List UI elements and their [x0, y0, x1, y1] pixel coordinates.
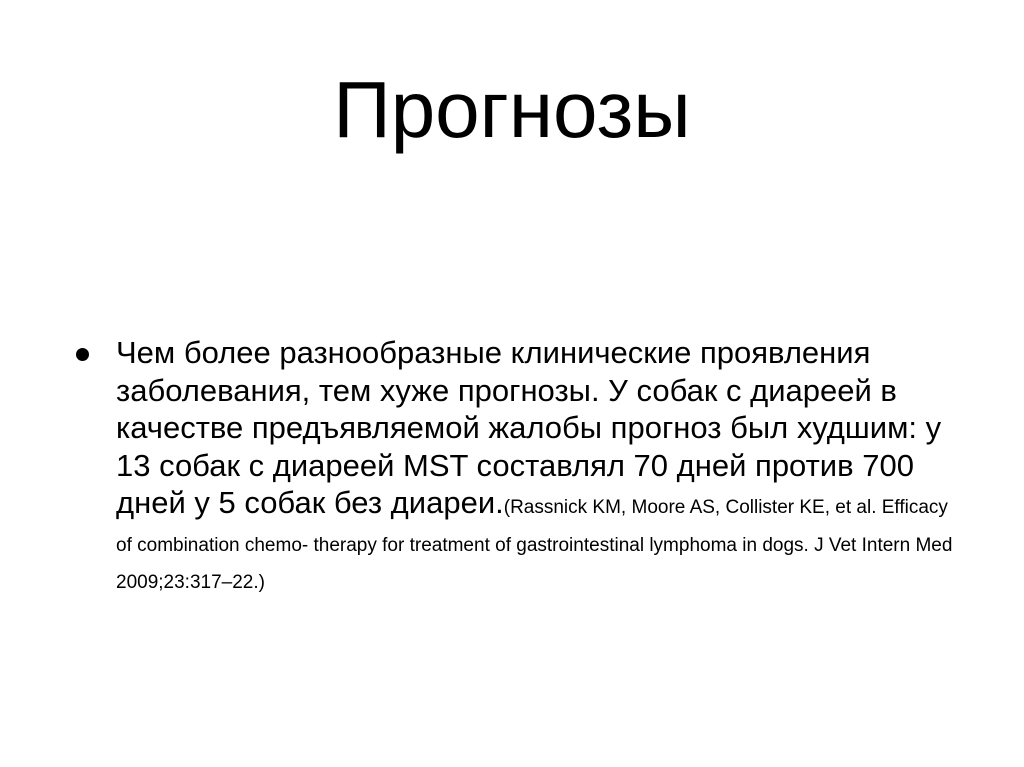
bullet-dot-icon — [76, 348, 89, 361]
bullet-text — [116, 334, 966, 597]
bullet-citation: (Rassnick KM, Moore AS, Collister KE, et al. Efficacy of combination chemo- therapy for treatment of gastrointestinal lymphoma in dogs. J Vet Intern Med 2009;23:317–22.) — [116, 497, 953, 593]
bullet-list — [66, 334, 966, 597]
bullet-item — [66, 334, 966, 597]
slide-title: Прогнозы — [333, 65, 691, 154]
bullet-main-text: Чем более разнообразные клинические проявления заболевания, тем хуже прогнозы. У собак с диареей в качестве предъявляемой жалобы прогноз был худшим: у 13 собак с диареей MST составлял 70 дней против 700 дней у 5 собак без диареи. — [116, 335, 942, 520]
